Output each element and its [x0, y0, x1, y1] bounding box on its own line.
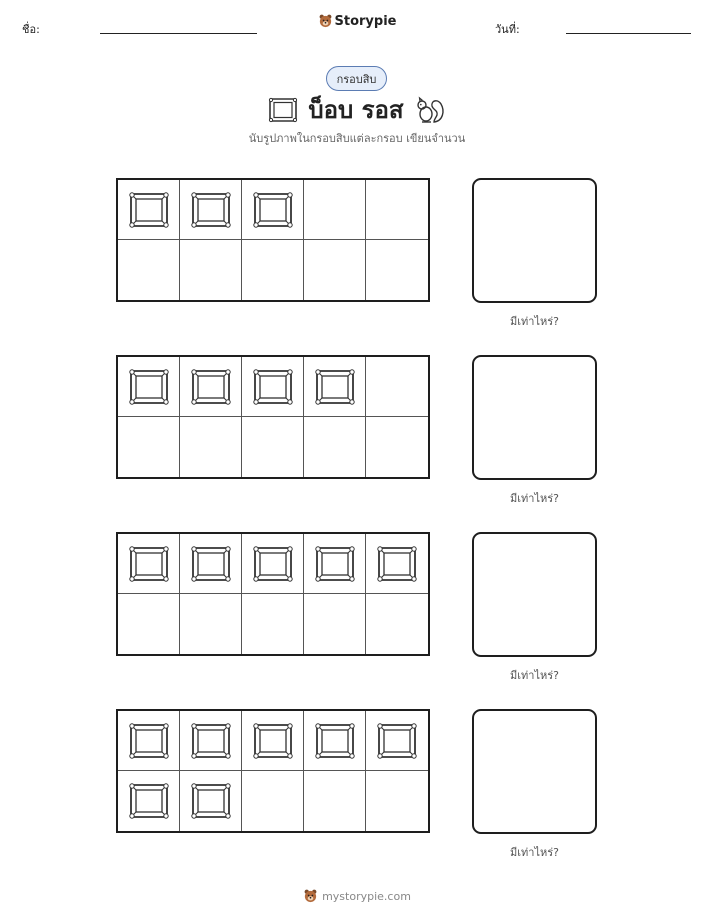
ten-frame-cell: [366, 594, 428, 654]
picture-frame-icon: [128, 368, 170, 406]
ten-frame-cell: [366, 357, 428, 417]
ten-frame-cell: [304, 711, 366, 771]
picture-frame-icon: [314, 722, 356, 760]
picture-frame-icon: [252, 191, 294, 229]
ten-frame-cell: [180, 711, 242, 771]
ten-frame-cell: [118, 240, 180, 300]
ten-frame-cell: [366, 240, 428, 300]
ten-frame-cell: [304, 417, 366, 477]
picture-frame-icon: [190, 368, 232, 406]
ten-frame: [116, 178, 430, 302]
ten-frame-cell: [118, 417, 180, 477]
picture-frame-icon: [128, 545, 170, 583]
ten-frame-cell: [304, 180, 366, 240]
ten-frame-cell: [180, 357, 242, 417]
ten-frame-cell: [180, 240, 242, 300]
answer-question: มีเท่าไหร่?: [510, 492, 559, 505]
ten-frame-cell: [118, 180, 180, 240]
answer-box[interactable]: [472, 178, 597, 303]
answer-box[interactable]: [472, 355, 597, 480]
ten-frame-cell: [304, 594, 366, 654]
picture-frame-icon: [128, 722, 170, 760]
brand-logo: [0, 13, 714, 29]
picture-frame-icon: [376, 722, 418, 760]
ten-frame-cell: [242, 711, 304, 771]
picture-frame-icon: [314, 545, 356, 583]
ten-frame-cell: [304, 534, 366, 594]
ten-frame-cell: [242, 534, 304, 594]
ten-frame-cell: [180, 771, 242, 831]
ten-frame-cell: [304, 771, 366, 831]
picture-frame-icon: [376, 545, 418, 583]
instructions: นับรูปภาพในกรอบสิบแต่ละกรอบ เขียนจำนวน: [248, 132, 466, 145]
picture-frame-icon: [252, 368, 294, 406]
picture-frame-icon: [314, 368, 356, 406]
name-label: ชื่อ:: [22, 23, 40, 36]
picture-frame-icon: [252, 545, 294, 583]
page-title: บ็อบ รอส: [308, 96, 404, 124]
squirrel-icon: [414, 95, 446, 125]
date-label: วันที่:: [495, 23, 520, 36]
ten-frame-cell: [118, 594, 180, 654]
answer-box[interactable]: [472, 709, 597, 834]
picture-frame-icon: [128, 191, 170, 229]
picture-frame-icon: [252, 722, 294, 760]
ten-frame-cell: [242, 357, 304, 417]
ten-frame-cell: [118, 711, 180, 771]
ten-frame-cell: [304, 357, 366, 417]
brand-name: Storypie: [334, 14, 397, 29]
ten-frame-cell: [180, 417, 242, 477]
ten-frame-cell: [242, 180, 304, 240]
title-row: [0, 90, 714, 129]
answer-question: มีเท่าไหร่?: [510, 315, 559, 328]
ten-frame-cell: [242, 771, 304, 831]
ten-frame-cell: [118, 771, 180, 831]
ten-frame-cell: [118, 357, 180, 417]
date-line[interactable]: [566, 33, 691, 34]
ten-frame: [116, 709, 430, 833]
picture-frame-icon: [268, 97, 298, 123]
footer-url: mystorypie.com: [322, 890, 411, 903]
ten-frame-cell: [118, 534, 180, 594]
ten-frame: [116, 355, 430, 479]
ten-frame-cell: [242, 594, 304, 654]
answer-question: มีเท่าไหร่?: [510, 669, 559, 682]
ten-frame-cell: [180, 180, 242, 240]
ten-frame-cell: [242, 417, 304, 477]
ten-frame-cell: [304, 240, 366, 300]
picture-frame-icon: [128, 782, 170, 820]
bear-logo-icon: [303, 888, 318, 903]
ten-frame-cell: [366, 417, 428, 477]
ten-frame-cell: [180, 534, 242, 594]
picture-frame-icon: [190, 782, 232, 820]
ten-frame: [116, 532, 430, 656]
ten-frame-cell: [366, 534, 428, 594]
ten-frame-cell: [242, 240, 304, 300]
ten-frame-cell: [366, 711, 428, 771]
ten-frame-cell: [366, 771, 428, 831]
answer-question: มีเท่าไหร่?: [510, 846, 559, 859]
name-line[interactable]: [100, 33, 257, 34]
ten-frame-cell: [180, 594, 242, 654]
footer: [0, 888, 714, 903]
answer-box[interactable]: [472, 532, 597, 657]
picture-frame-icon: [190, 191, 232, 229]
picture-frame-icon: [190, 722, 232, 760]
topic-badge: กรอบสิบ: [326, 66, 387, 91]
picture-frame-icon: [190, 545, 232, 583]
bear-logo-icon: [318, 13, 333, 28]
ten-frame-cell: [366, 180, 428, 240]
